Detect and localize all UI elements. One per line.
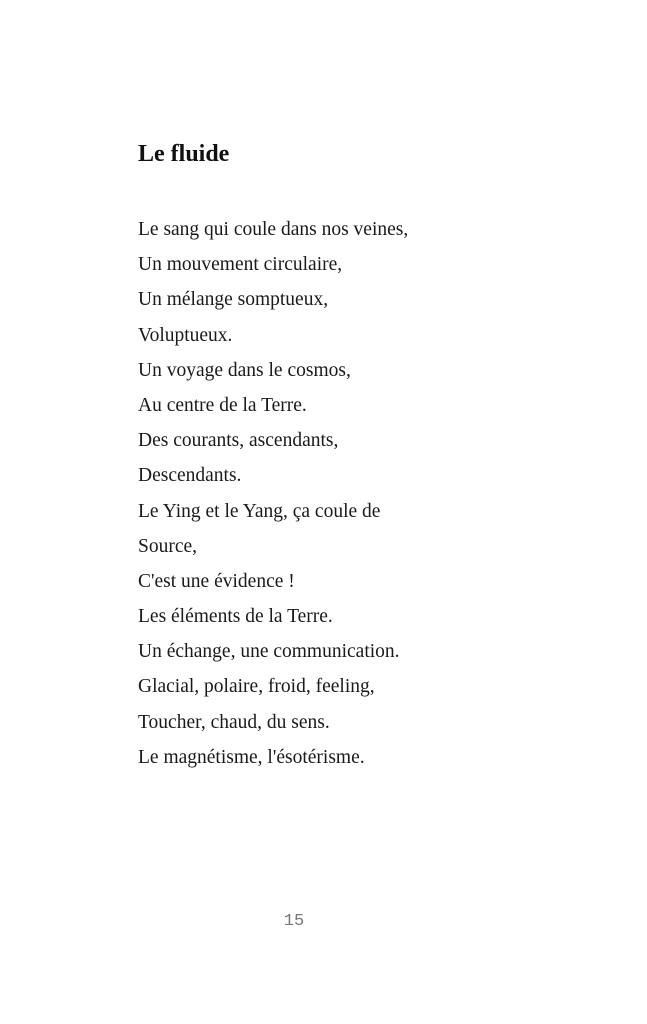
poem-line: Un voyage dans le cosmos,	[138, 359, 351, 381]
poem-line: Voluptueux.	[138, 324, 233, 346]
poem-line: Le Ying et le Yang, ça coule de	[138, 500, 381, 522]
poem-line: Un échange, une communication.	[138, 641, 400, 663]
poem-line: C'est une évidence !	[138, 570, 295, 592]
poem-line: Au centre de la Terre.	[138, 394, 307, 416]
poem-line: Le sang qui coule dans nos veines,	[138, 219, 409, 240]
page-number: 15	[283, 912, 305, 931]
poem-line: Descendants.	[138, 465, 242, 487]
poem-line: Glacial, polaire, froid, feeling,	[138, 676, 375, 698]
poem-line: Le magnétisme, l'ésotérisme.	[138, 746, 365, 768]
poem-body	[138, 212, 408, 775]
poem-line: Un mélange somptueux,	[138, 289, 329, 311]
poem-line: Un mouvement circulaire,	[138, 254, 343, 276]
poem-line: Des courants, ascendants,	[138, 430, 339, 452]
poem-line: Toucher, chaud, du sens.	[138, 711, 330, 733]
poem-title: Le fluide	[138, 141, 230, 167]
poem-line: Les éléments de la Terre.	[138, 606, 333, 628]
poem-line: Source,	[138, 535, 198, 557]
